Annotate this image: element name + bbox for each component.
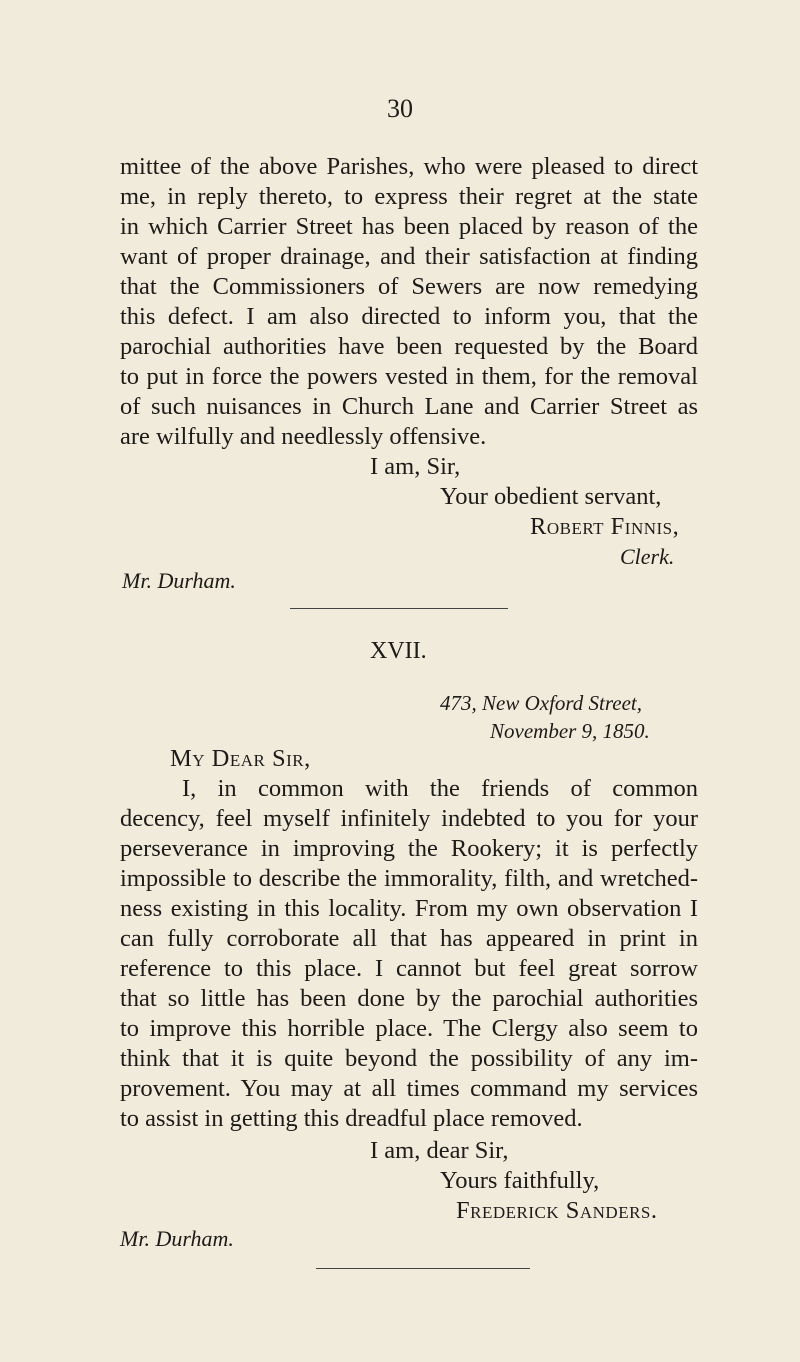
letter2-line: ness existing in this locality. From my own observation I (120, 895, 698, 922)
bottom-rule (316, 1268, 530, 1269)
letter2-address-text: 473, New Oxford Street, (440, 691, 643, 715)
letter2-line: to assist in getting this dreadful place removed. (120, 1105, 583, 1132)
letter2-addressee: Mr. Durham. (120, 1226, 234, 1251)
letter1-closing: I am, Sir, (370, 453, 461, 480)
letter2-date: November 9, 1850. (490, 719, 650, 743)
letter2-line: I, in common with the friends of common (182, 775, 698, 802)
letter1-line: are wilfully and needlessly offensive. (120, 423, 487, 450)
letter1-line: want of proper drainage, and their satisfaction at finding (120, 243, 698, 270)
letter2-closing: I am, dear Sir, (370, 1137, 509, 1164)
letter1-line: mittee of the above Parishes, who were pleased to direct (120, 153, 698, 180)
letter1-line: this defect. I am also directed to inform you, that the (120, 303, 698, 330)
letter1-line: me, in reply thereto, to express their regret at the state (120, 183, 698, 210)
letter2-address (440, 688, 642, 718)
letter2-line: reference to this place. I cannot but feel great sorrow (120, 955, 698, 982)
letter2-valediction: Yours faithfully, (440, 1167, 600, 1194)
letter2-line: to improve this horrible place. The Clergy also seem to (120, 1015, 698, 1042)
letter2-line: think that it is quite beyond the possibility of any im- (120, 1045, 698, 1072)
letter1-line: that the Commissioners of Sewers are now remedying (120, 273, 698, 300)
letter2-line: impossible to describe the immorality, filth, and wretched- (120, 865, 698, 892)
letter1-line: in which Carrier Street has been placed by reason of the (120, 213, 698, 240)
letter2-salutation: My Dear Sir, (170, 745, 311, 772)
letter1-line: of such nuisances in Church Lane and Carrier Street as (120, 393, 698, 420)
letter1-line: parochial authorities have been requested by the Board (120, 333, 698, 360)
letter1-line: to put in force the powers vested in them, for the removal (120, 363, 698, 390)
letter1-valediction: Your obedient servant, (440, 483, 662, 510)
letter2-line: can fully corroborate all that has appeared in print in (120, 925, 698, 952)
letter1-addressee: Mr. Durham. (122, 568, 236, 593)
page-number: 30 (387, 94, 413, 123)
letter2-line: decency, feel myself infinitely indebted to you for your (120, 805, 698, 832)
letter2-signature: Frederick Sanders. (456, 1197, 658, 1224)
letter1-title: Clerk. (620, 544, 675, 569)
letter1-signature: Robert Finnis, (530, 513, 680, 540)
letter2-line: that so little has been done by the parochial authorities (120, 985, 698, 1012)
letter2-line: perseverance in improving the Rookery; it is perfectly (120, 835, 698, 862)
divider-rule (290, 608, 508, 609)
section-number: XVII. (370, 638, 427, 664)
letter2-line: provement. You may at all times command my services (120, 1075, 698, 1102)
